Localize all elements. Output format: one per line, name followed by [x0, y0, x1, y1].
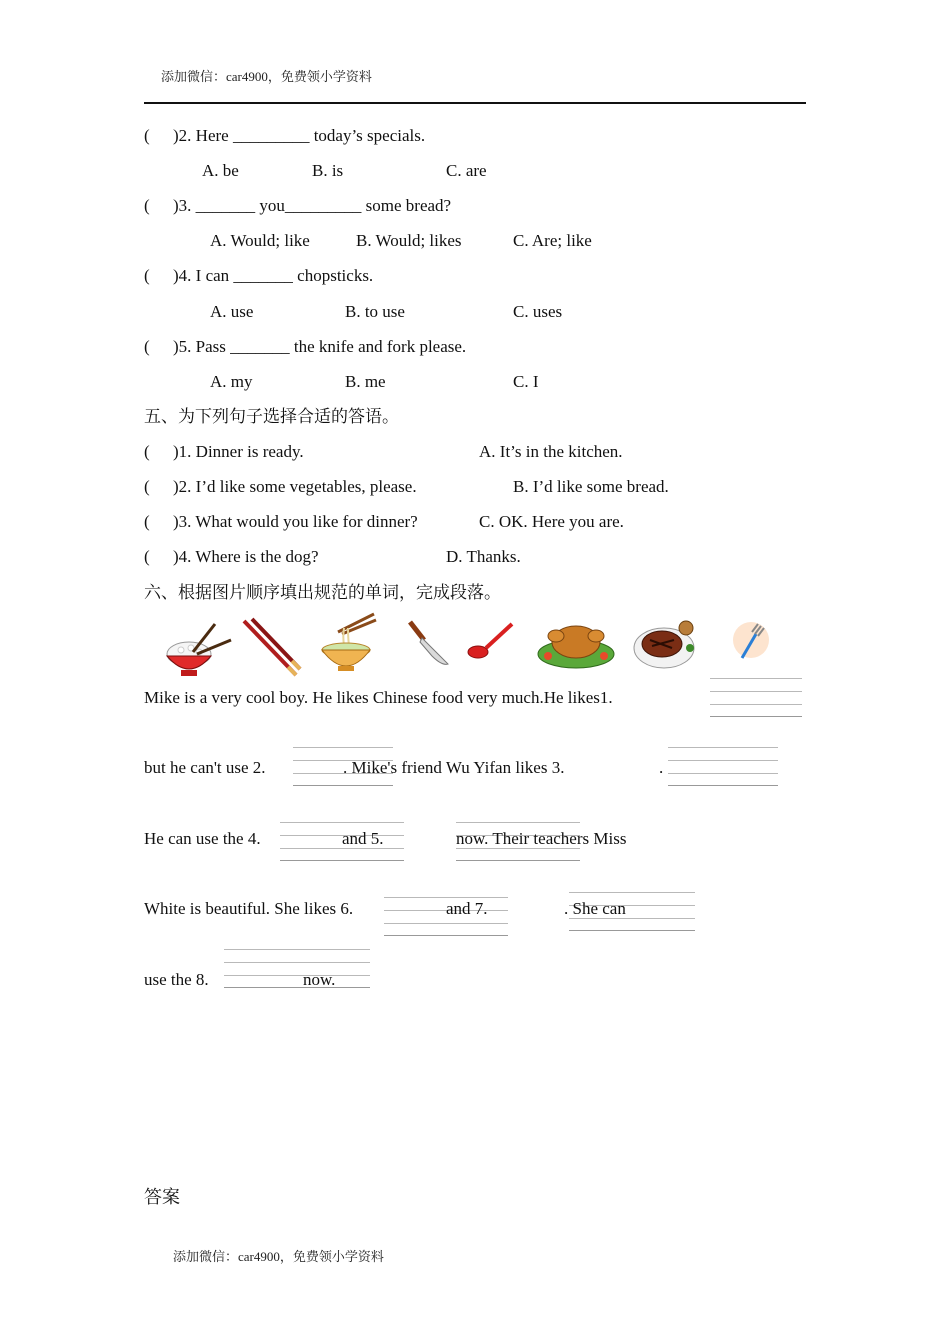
rice-bowl-icon — [163, 620, 235, 680]
section5-title: 五、为下列句子选择合适的答语。 — [144, 407, 399, 426]
para-line3-start: He can use the 4. — [144, 829, 261, 848]
footer-text: 添加微信：car4900，免费领小学资料 — [173, 1249, 384, 1264]
q5-3-paren: ( — [144, 512, 150, 531]
chopsticks-icon — [240, 617, 302, 679]
blank-1[interactable] — [710, 678, 802, 716]
para-line4-end: . She can — [564, 899, 626, 918]
para-line2-mid: . Mike's friend Wu Yifan likes 3. — [343, 758, 565, 777]
spoon-icon — [466, 620, 516, 662]
para-line1: Mike is a very cool boy. He likes Chinese food very much.He likes1. — [144, 688, 613, 707]
blank-8[interactable] — [224, 949, 370, 987]
q4-4-opt-a: A. use — [210, 302, 254, 321]
q5-2-question: )2. I’d like some vegetables, please. — [173, 477, 417, 496]
q4-5-paren: ( — [144, 337, 150, 356]
q5-answer-b: B. I’d like some bread. — [513, 477, 669, 496]
q4-2-opt-c: C. are — [446, 161, 487, 180]
q5-answer-a: A. It’s in the kitchen. — [479, 442, 623, 461]
noodle-soup-icon — [318, 612, 380, 674]
q4-5-opt-b: B. me — [345, 372, 386, 391]
q4-3-paren: ( — [144, 196, 150, 215]
header-text: 添加微信：car4900，免费领小学资料 — [161, 69, 372, 84]
q4-5-opt-c: C. I — [513, 372, 539, 391]
para-line4-start: White is beautiful. She likes 6. — [144, 899, 354, 918]
q4-5-stem: )5. Pass _______ the knife and fork please. — [173, 337, 467, 356]
knife-icon — [402, 620, 454, 668]
q4-2-stem: )2. Here _________ today’s specials. — [173, 126, 426, 145]
para-line4-mid: and 7. — [446, 899, 488, 918]
q4-3-opt-c: C. Are; like — [513, 231, 592, 250]
q5-1-paren: ( — [144, 442, 150, 461]
fork-icon — [730, 620, 772, 664]
q4-2-opt-b: B. is — [312, 161, 344, 180]
para-line5-end: now. — [303, 970, 336, 989]
steak-icon — [632, 614, 702, 670]
para-line2-start: but he can't use 2. — [144, 758, 266, 777]
header-rule — [144, 102, 806, 104]
q5-4-paren: ( — [144, 547, 150, 566]
q5-1-question: )1. Dinner is ready. — [173, 442, 304, 461]
q4-3-opt-a: A. Would; like — [210, 231, 310, 250]
para-line3-mid: and 5. — [342, 829, 384, 848]
roast-chicken-icon — [536, 612, 616, 674]
q5-answer-d: D. Thanks. — [446, 547, 521, 566]
q5-2-paren: ( — [144, 477, 150, 496]
q4-4-opt-c: C. uses — [513, 302, 563, 321]
q4-4-stem: )4. I can _______ chopsticks. — [173, 266, 374, 285]
answer-title: 答案 — [144, 1187, 180, 1207]
q4-3-opt-b: B. Would; likes — [356, 231, 462, 250]
q4-3-stem: )3. _______ you_________ some bread? — [173, 196, 452, 215]
section6-title: 六、根据图片顺序填出规范的单词，完成段落。 — [144, 583, 501, 602]
q4-2-opt-a: A. be — [202, 161, 239, 180]
para-line2-end: . — [659, 758, 664, 777]
q5-4-question: )4. Where is the dog? — [173, 547, 319, 566]
q4-4-opt-b: B. to use — [345, 302, 405, 321]
para-line5-start: use the 8. — [144, 970, 209, 989]
q5-3-question: )3. What would you like for dinner? — [173, 512, 418, 531]
q4-5-opt-a: A. my — [210, 372, 253, 391]
q4-4-paren: ( — [144, 266, 150, 285]
q4-2-paren: ( — [144, 126, 150, 145]
blank-3[interactable] — [668, 747, 778, 785]
para-line3-end: now. Their teachers Miss — [456, 829, 627, 848]
q5-answer-c: C. OK. Here you are. — [479, 512, 624, 531]
